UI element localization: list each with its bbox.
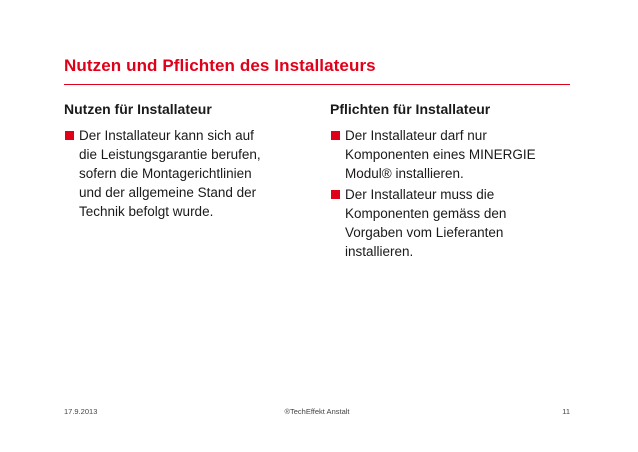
slide-title: Nutzen und Pflichten des Installateurs — [64, 56, 376, 75]
right-bullet-item — [330, 185, 570, 261]
right-column — [330, 100, 570, 263]
footer — [64, 407, 570, 419]
bullet-line: Vorgaben vom Lieferanten — [345, 225, 504, 240]
bullet-line: Komponenten gemäss den — [345, 206, 507, 221]
bullet-line: Der Installateur darf nur — [345, 128, 487, 143]
left-column — [64, 100, 300, 223]
left-column-heading: Nutzen für Installateur — [64, 101, 212, 117]
left-bullet-list — [64, 126, 300, 221]
left-bullet-item — [64, 126, 300, 221]
bullet-line: sofern die Montagerichtlinien — [79, 166, 252, 181]
bullet-line: Modul® installieren. — [345, 166, 464, 181]
right-column-heading: Pflichten für Installateur — [330, 101, 491, 117]
bullet-square-icon — [65, 131, 74, 140]
bullet-line: und der allgemeine Stand der — [79, 185, 257, 200]
footer-date: 17.9.2013 — [64, 407, 98, 416]
bullet-line: Komponenten eines MINERGIE — [345, 147, 536, 162]
bullet-line: Der Installateur kann sich auf — [79, 128, 254, 143]
right-bullet-item — [330, 126, 570, 183]
title-divider — [64, 84, 570, 85]
right-bullet-list — [330, 126, 570, 261]
bullet-line: die Leistungsgarantie berufen, — [79, 147, 261, 162]
bullet-line: installieren. — [345, 244, 414, 259]
bullet-square-icon — [331, 131, 340, 140]
bullet-line: Technik befolgt wurde. — [79, 204, 214, 219]
footer-copyright: ®TechEffekt Anstalt — [284, 407, 350, 416]
footer-page-number: 11 — [562, 407, 570, 416]
bullet-square-icon — [331, 190, 340, 199]
bullet-line: Der Installateur muss die — [345, 187, 495, 202]
